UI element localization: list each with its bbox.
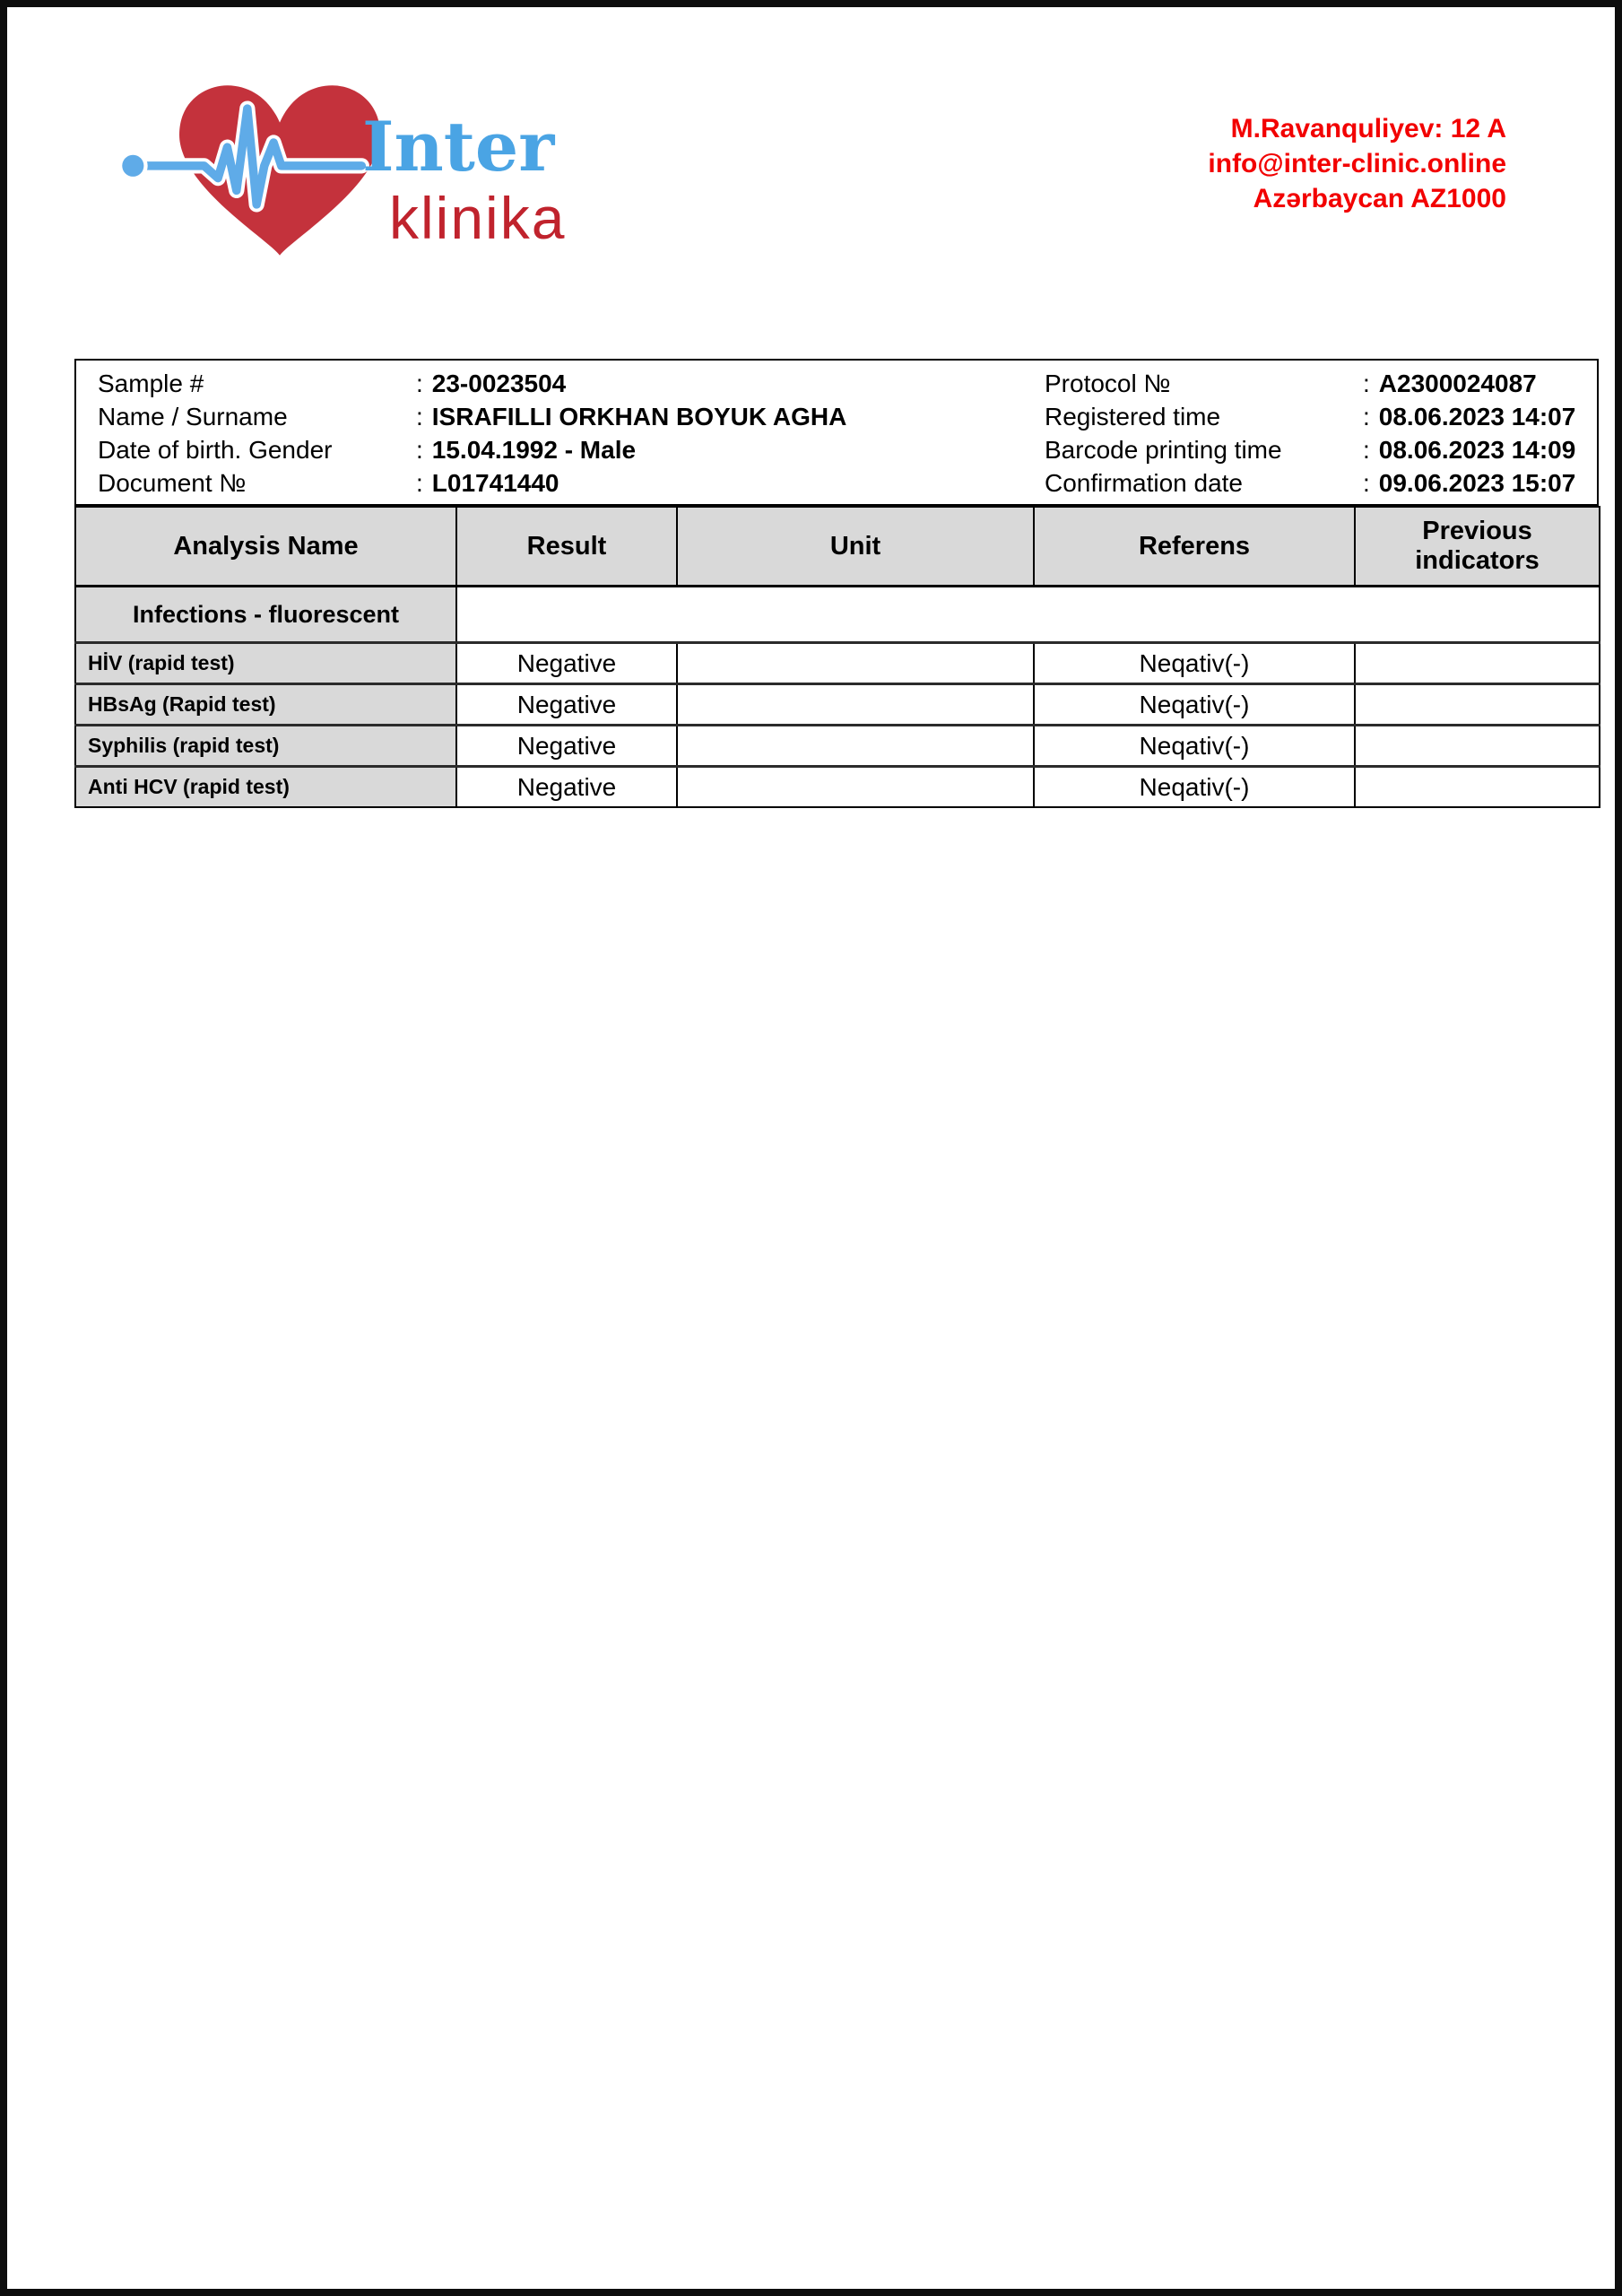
col-header-previous-indicators: Previous indicators (1355, 507, 1600, 587)
analysis-name: HİV (rapid test) (75, 643, 456, 684)
table-row-hbsag (75, 684, 1600, 726)
analysis-result: Negative (456, 684, 677, 726)
info-separator: : (416, 436, 423, 464)
col-header-referens: Referens (1034, 507, 1355, 587)
info-row-sample (98, 367, 1045, 400)
info-label: Protocol № (1045, 370, 1171, 397)
info-row-barcode-time (1045, 433, 1597, 466)
info-value: 08.06.2023 14:09 (1378, 436, 1576, 464)
analysis-result: Negative (456, 767, 677, 808)
analysis-previous (1355, 643, 1600, 684)
info-row-confirmation-date (1045, 466, 1597, 500)
analysis-previous (1355, 684, 1600, 726)
clinic-contact-block (1208, 111, 1506, 216)
analysis-unit (677, 643, 1034, 684)
info-label: Document № (98, 469, 247, 497)
analysis-unit (677, 767, 1034, 808)
info-value: ISRAFILLI ORKHAN BOYUK AGHA (431, 403, 847, 430)
col-header-analysis-name: Analysis Name (75, 507, 456, 587)
analysis-name: Syphilis (rapid test) (75, 726, 456, 767)
info-separator: : (416, 370, 423, 397)
clinic-name-secondary: klinika (389, 185, 567, 251)
analysis-unit (677, 726, 1034, 767)
analysis-previous (1355, 726, 1600, 767)
clinic-name-primary: Inter (362, 107, 555, 187)
section-spacer (456, 587, 1600, 643)
col-header-result: Result (456, 507, 677, 587)
info-row-name-surname (98, 400, 1045, 433)
section-row (75, 587, 1600, 643)
info-label: Date of birth. Gender (98, 436, 333, 464)
info-value: 09.06.2023 15:07 (1378, 469, 1576, 497)
info-separator: : (1363, 370, 1370, 397)
info-label: Sample # (98, 370, 204, 397)
table-row-syphilis (75, 726, 1600, 767)
contact-address: M.Ravanquliyev: 12 A (1230, 114, 1506, 144)
info-label: Registered time (1045, 403, 1221, 430)
table-row-anti-hcv (75, 767, 1600, 808)
patient-info-box (74, 359, 1599, 506)
analysis-previous (1355, 767, 1600, 808)
results-header-row (75, 507, 1600, 587)
patient-info-right (1045, 367, 1597, 504)
analysis-referens: Neqativ(-) (1034, 767, 1355, 808)
info-value: 15.04.1992 - Male (431, 436, 637, 464)
analysis-name: Anti HCV (rapid test) (75, 767, 456, 808)
info-row-document (98, 466, 1045, 500)
results-table (74, 506, 1600, 808)
info-row-birth-gender (98, 433, 1045, 466)
info-value: L01741440 (431, 469, 559, 497)
table-row-hiv (75, 643, 1600, 684)
info-separator: : (1363, 436, 1370, 464)
info-label: Name / Surname (98, 403, 288, 430)
info-label: Confirmation date (1045, 469, 1244, 497)
analysis-referens: Neqativ(-) (1034, 684, 1355, 726)
analysis-name: HBsAg (Rapid test) (75, 684, 456, 726)
info-value: 08.06.2023 14:07 (1378, 403, 1576, 430)
analysis-unit (677, 684, 1034, 726)
contact-country: Azərbaycan AZ1000 (1253, 184, 1506, 213)
info-row-registered-time (1045, 400, 1597, 433)
info-separator: : (1363, 403, 1370, 430)
analysis-result: Negative (456, 726, 677, 767)
info-row-protocol (1045, 367, 1597, 400)
heart-ekg-icon (113, 70, 391, 271)
section-title: Infections - fluorescent (75, 587, 456, 643)
col-header-unit: Unit (677, 507, 1034, 587)
info-value: A2300024087 (1378, 370, 1537, 397)
clinic-logo (113, 63, 615, 269)
patient-info-left (76, 367, 1045, 504)
info-value: 23-0023504 (431, 370, 567, 397)
info-label: Barcode printing time (1045, 436, 1282, 464)
info-separator: : (416, 403, 423, 430)
analysis-referens: Neqativ(-) (1034, 643, 1355, 684)
info-separator: : (416, 469, 423, 497)
analysis-referens: Neqativ(-) (1034, 726, 1355, 767)
analysis-result: Negative (456, 643, 677, 684)
contact-email: info@inter-clinic.online (1208, 149, 1506, 178)
info-separator: : (1363, 469, 1370, 497)
